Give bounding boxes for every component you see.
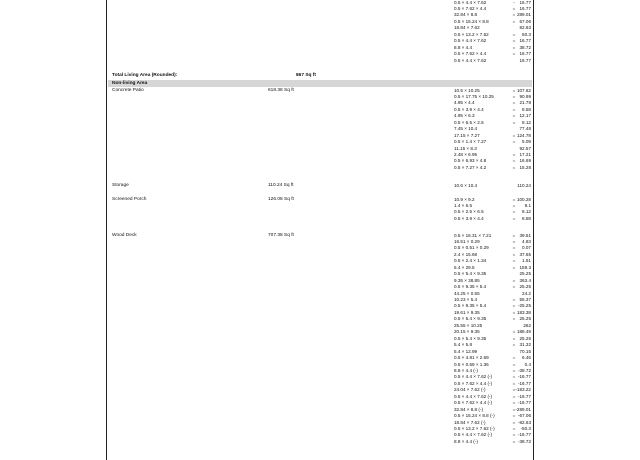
calc-operator: = bbox=[512, 31, 516, 37]
calc-operator: = bbox=[512, 387, 516, 393]
calc-expression: 10.23 × 5.4 bbox=[454, 297, 478, 302]
total-living-area-value: 867 Sq ft bbox=[296, 73, 316, 78]
calc-expression: 20.15 × 9.35 bbox=[454, 329, 480, 335]
calc-expression: 0.5 × 4.4 × 7.62 bbox=[454, 57, 487, 63]
calc-value: 77.48 bbox=[519, 126, 531, 132]
calc-expression: 0.5 × 6.93 × 4.8 bbox=[454, 158, 487, 164]
calc-value: 15.28 bbox=[519, 164, 531, 170]
calc-expression: 0.5 × 4.4 × 7.62 bbox=[454, 0, 487, 5]
calc-expression: 10.9 × 9.2 bbox=[454, 196, 475, 202]
calc-operator: = bbox=[512, 215, 516, 221]
calc-expression: 0.5 × 5.4 × 9.35 bbox=[454, 271, 487, 277]
calc-operator: = bbox=[512, 406, 516, 412]
calc-expression: 8.8 × 4.4 (-) bbox=[454, 438, 478, 444]
calc-operator: = bbox=[512, 5, 516, 11]
calc-operator: = bbox=[512, 432, 516, 438]
calc-value: 8.12 bbox=[522, 119, 531, 125]
calc-expression: 19.61 × 9.35 bbox=[454, 309, 480, 315]
calc-value: -82.63 bbox=[517, 419, 531, 425]
calc-operator: = bbox=[512, 119, 516, 125]
calc-value: 25.25 bbox=[519, 316, 531, 322]
calc-value: 262 bbox=[523, 322, 531, 328]
calc-operator: = bbox=[512, 374, 516, 380]
calc-value: 50.3 bbox=[522, 31, 531, 37]
calc-expression: 0.5 × 16.31 × 7.21 bbox=[454, 232, 492, 238]
calc-value: -67.06 bbox=[517, 413, 531, 419]
calc-value: 37.65 bbox=[519, 251, 531, 257]
calc-value: 159.3 bbox=[519, 264, 531, 270]
calc-value: 16.77 bbox=[519, 0, 531, 5]
calc-value: 6.46 bbox=[522, 355, 531, 361]
calc-value: -38.72 bbox=[517, 367, 531, 373]
item-area: 707.38 Sq ft bbox=[268, 232, 294, 238]
calc-operator: = bbox=[512, 38, 516, 44]
calc-expression: 32.84 × 8.8 (-) bbox=[454, 406, 483, 412]
calc-operator: = bbox=[512, 426, 516, 431]
calc-expression: 5.4 × 5.8 bbox=[454, 342, 473, 348]
calc-expression: 0.5 × 4.4 × 7.62 (-) bbox=[454, 432, 493, 438]
calc-value: 24.2 bbox=[522, 290, 531, 296]
calc-operator: = bbox=[512, 18, 516, 24]
calc-row bbox=[0, 182, 640, 189]
item-area: 110.24 Sq ft bbox=[268, 182, 294, 188]
calc-value: -16.77 bbox=[517, 393, 531, 399]
calc-value: 92.57 bbox=[519, 145, 531, 151]
calc-operator: = bbox=[512, 355, 516, 361]
calc-operator: = bbox=[512, 93, 516, 99]
calc-expression: 16.51 × 0.29 bbox=[454, 238, 480, 244]
calc-expression: 24.04 × 7.62 (-) bbox=[454, 387, 486, 393]
calc-operator: = bbox=[512, 367, 516, 373]
calc-operator: = bbox=[512, 400, 516, 406]
calc-value: 25.25 bbox=[519, 284, 531, 290]
calc-operator: = bbox=[512, 361, 516, 367]
calc-value: 25.25 bbox=[519, 335, 531, 341]
calc-expression: 5.4 × 29.5 bbox=[454, 264, 475, 270]
calc-value: 183.38 bbox=[516, 309, 531, 315]
calc-value: 1.61 bbox=[522, 258, 531, 264]
calc-expression: 0.5 × 7.62 × 4.4 bbox=[454, 5, 487, 11]
total-living-area-label: Total Living Area (Rounded): bbox=[112, 73, 178, 78]
calc-value: 188.49 bbox=[516, 329, 531, 335]
calc-operator: = bbox=[512, 100, 516, 106]
calc-operator: - bbox=[513, 0, 515, 5]
calc-operator: = bbox=[512, 316, 516, 322]
item-label: Wood Deck bbox=[112, 232, 137, 238]
calc-expression: 0.5 × 0.51 × 0.29 bbox=[454, 245, 489, 251]
calc-value: 124.78 bbox=[516, 132, 531, 138]
calc-operator: = bbox=[512, 309, 516, 315]
calc-value: 9.1 bbox=[524, 202, 531, 208]
calc-expression: 4.95 × 6.3 bbox=[454, 113, 475, 119]
calc-value: 39.51 bbox=[519, 232, 531, 238]
calc-expression: 0.5 × 6.5 × 2.5 bbox=[454, 119, 484, 125]
calc-expression: 7.45 × 10.4 bbox=[454, 126, 478, 132]
calc-expression: 0.5 × 13.2 × 7.62 bbox=[454, 31, 489, 37]
calc-value: 31.32 bbox=[519, 342, 531, 348]
calc-operator: = bbox=[512, 297, 516, 302]
calc-operator: = bbox=[512, 284, 516, 290]
calc-value: -183.22 bbox=[515, 387, 531, 393]
calc-row bbox=[0, 438, 640, 445]
calc-operator: = bbox=[512, 113, 516, 119]
calc-value: 16.69 bbox=[519, 158, 531, 164]
calc-expression: 18.84 × 7.62 bbox=[454, 25, 480, 31]
calc-expression: 0.5 × 15.24 × 8.8 bbox=[454, 18, 489, 24]
calc-expression: 0.5 × 3.9 × 4.4 bbox=[454, 106, 484, 112]
calc-row bbox=[0, 164, 640, 171]
calc-operator: = bbox=[512, 106, 516, 112]
calc-operator: = bbox=[512, 132, 516, 138]
item-area: 126.08 Sq ft bbox=[268, 196, 294, 202]
calc-operator: = bbox=[512, 202, 516, 208]
calc-operator: = bbox=[512, 329, 516, 335]
calc-value: -289.01 bbox=[515, 406, 531, 412]
calc-operator: = bbox=[512, 164, 516, 170]
calc-expression: 0.5 × 13.2 × 7.62 (-) bbox=[454, 426, 495, 431]
item-label: Storage bbox=[112, 182, 129, 188]
calc-expression: 4.95 × 4.4 bbox=[454, 100, 475, 106]
calc-expression: 25.55 × 10.25 bbox=[454, 322, 483, 328]
calc-expression: 0.5 × 4.4 × 7.62 (-) bbox=[454, 374, 493, 380]
calc-operator: = bbox=[512, 152, 516, 157]
calc-value: -50.3 bbox=[520, 426, 531, 431]
calc-value: 0.07 bbox=[522, 245, 531, 251]
calc-operator: = bbox=[512, 264, 516, 270]
calc-value: 17.21 bbox=[519, 152, 531, 157]
calc-expression: 17.15 × 7.27 bbox=[454, 132, 480, 138]
calc-expression: 0.5 × 9.35 × 5.4 bbox=[454, 303, 487, 309]
calc-expression: 0.5 × 2.4 × 1.34 bbox=[454, 258, 487, 264]
calc-expression: 0.5 × 3.9 × 4.4 bbox=[454, 215, 484, 221]
calc-operator: = bbox=[512, 209, 516, 215]
item-area: 618.38 Sq ft bbox=[268, 87, 294, 93]
calc-expression: 0.5 × 7.27 × 4.2 bbox=[454, 164, 487, 170]
calc-operator: = bbox=[512, 139, 516, 145]
calc-expression: 5.4 × 12.99 bbox=[454, 348, 478, 354]
calc-operator: = bbox=[512, 196, 516, 202]
calc-expression: 2.4 × 15.68 bbox=[454, 251, 478, 257]
calc-value: -16.77 bbox=[517, 380, 531, 386]
calc-expression: 0.5 × 4.4 × 7.62 (-) bbox=[454, 393, 493, 399]
calc-operator: = bbox=[512, 342, 516, 348]
calc-value: 16.77 bbox=[519, 57, 531, 63]
calc-operator: = bbox=[512, 258, 516, 264]
calc-value: -38.72 bbox=[517, 438, 531, 444]
calc-value: 100.28 bbox=[516, 196, 531, 202]
calc-row bbox=[0, 215, 640, 222]
calc-operator: = bbox=[512, 413, 516, 419]
calc-value: 67.06 bbox=[519, 18, 531, 24]
calc-expression: 8.8 × 4.4 (-) bbox=[454, 367, 478, 373]
calc-value: 82.63 bbox=[519, 25, 531, 31]
calc-expression: 10.5 × 10.25 bbox=[454, 87, 480, 93]
calc-value: -16.77 bbox=[517, 432, 531, 438]
calc-value: 8.12 bbox=[522, 209, 531, 215]
calc-value: 90.99 bbox=[519, 93, 531, 99]
calc-operator: = bbox=[512, 44, 516, 50]
calc-expression: 9.35 × 38.85 bbox=[454, 277, 480, 283]
calc-value: 38.72 bbox=[519, 44, 531, 50]
calc-operator: = bbox=[512, 303, 516, 309]
calc-operator: = bbox=[512, 51, 516, 57]
calc-expression: 1.4 × 6.5 bbox=[454, 202, 473, 208]
calc-expression: 0.5 × 4.81 × 2.69 bbox=[454, 355, 489, 361]
calc-operator: = bbox=[512, 277, 516, 283]
calc-operator: = bbox=[512, 419, 516, 425]
calc-operator: = bbox=[512, 335, 516, 341]
calc-value: 4.83 bbox=[522, 238, 531, 244]
calc-expression: 0.5 × 15.24 × 8.8 (-) bbox=[454, 413, 495, 419]
calc-expression: 0.5 × 7.62 × 4.4 (-) bbox=[454, 400, 493, 406]
calc-expression: 0.5 × 5.4 × 9.35 bbox=[454, 316, 487, 322]
section-title: Non-living Area bbox=[112, 81, 148, 86]
calc-value: 289.01 bbox=[516, 12, 531, 18]
calc-expression: 11.15 × 8.3 bbox=[454, 145, 477, 151]
calc-value: 16.77 bbox=[519, 5, 531, 11]
calc-value: 8.58 bbox=[522, 106, 531, 112]
item-label: Concrete Patio bbox=[112, 87, 144, 93]
calc-expression: 2.48 × 6.95 bbox=[454, 152, 478, 157]
calc-expression: 32.84 × 8.8 bbox=[454, 12, 478, 18]
calc-expression: 0.5 × 9.35 × 5.4 bbox=[454, 284, 487, 290]
calc-expression: 10.6 × 10.4 bbox=[454, 182, 478, 188]
calc-value: 16.77 bbox=[519, 38, 531, 44]
calc-expression: 0.5 × 5.4 × 9.35 bbox=[454, 335, 487, 341]
calc-value: 110.24 bbox=[517, 182, 531, 188]
calc-value: 12.17 bbox=[519, 113, 531, 119]
calc-value: 16.77 bbox=[519, 51, 531, 57]
calc-operator: = bbox=[512, 232, 516, 238]
calc-expression: 0.5 × 2.5 × 6.5 bbox=[454, 209, 484, 215]
calc-operator: = bbox=[512, 238, 516, 244]
calc-value: 55.37 bbox=[519, 297, 531, 302]
calc-operator: = bbox=[512, 87, 516, 93]
item-label: Screened Porch bbox=[112, 196, 147, 202]
calc-operator: = bbox=[512, 393, 516, 399]
calc-operator: = bbox=[512, 12, 516, 18]
calc-value: 25.25 bbox=[519, 271, 531, 277]
calc-expression: 44.25 × 0.55 bbox=[454, 290, 480, 296]
calc-expression: 0.5 × 7.62 × 4.4 (-) bbox=[454, 380, 493, 386]
calc-value: -25.25 bbox=[517, 303, 531, 309]
calc-expression: 0.5 × 17.75 × 10.25 bbox=[454, 93, 494, 99]
calc-value: -16.77 bbox=[517, 374, 531, 380]
calc-value: 21.78 bbox=[519, 100, 531, 106]
calc-expression: 0.5 × 0.59 × 1.36 bbox=[454, 361, 489, 367]
calc-value: 8.58 bbox=[522, 215, 531, 221]
calc-value: 5.09 bbox=[522, 139, 531, 145]
calc-value: 107.62 bbox=[516, 87, 531, 93]
calc-value: 70.15 bbox=[519, 348, 531, 354]
calc-expression: 0.5 × 1.4 × 7.27 bbox=[454, 139, 487, 145]
calc-value: 363.4 bbox=[519, 277, 531, 283]
calc-operator: = bbox=[512, 158, 516, 164]
calc-operator: = bbox=[512, 380, 516, 386]
calc-operator: = bbox=[512, 438, 516, 444]
calc-value: -16.77 bbox=[517, 400, 531, 406]
calc-expression: 8.8 × 4.4 bbox=[454, 44, 473, 50]
total-living-area-row bbox=[108, 72, 532, 79]
calc-row bbox=[0, 57, 640, 64]
calc-operator: = bbox=[512, 245, 516, 251]
calc-expression: 0.5 × 7.62 × 4.4 bbox=[454, 51, 487, 57]
calc-operator: = bbox=[512, 251, 516, 257]
calc-value: 0.4 bbox=[524, 361, 531, 367]
calc-expression: 18.84 × 7.62 (-) bbox=[454, 419, 486, 425]
calc-expression: 0.5 × 4.4 × 7.62 bbox=[454, 38, 487, 44]
